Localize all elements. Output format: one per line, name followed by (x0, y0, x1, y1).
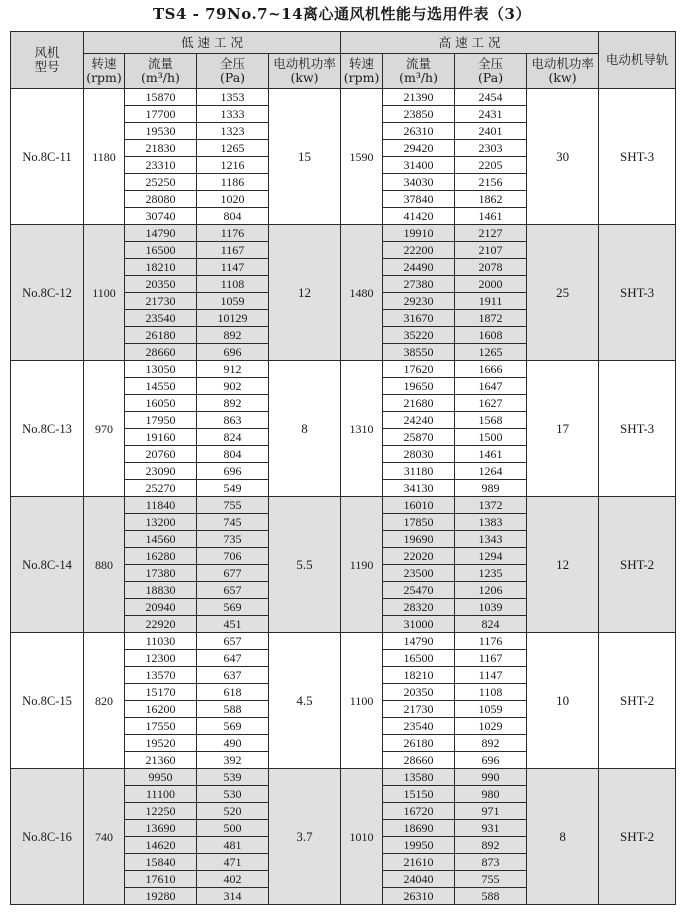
low-pressure-cell: 1167 (197, 242, 269, 259)
low-flow-cell: 18210 (125, 259, 197, 276)
motor-rail-cell: SHT-2 (599, 633, 676, 769)
fan-model-group (11, 769, 676, 905)
low-power-cell: 12 (269, 225, 341, 361)
high-flow-cell: 26310 (383, 888, 455, 905)
high-flow-cell: 17620 (383, 361, 455, 378)
low-pressure-cell: 618 (197, 684, 269, 701)
high-pressure-cell: 2454 (455, 89, 527, 106)
low-pressure-cell: 647 (197, 650, 269, 667)
low-pressure-cell: 314 (197, 888, 269, 905)
low-flow-cell: 22920 (125, 616, 197, 633)
low-flow-cell: 11100 (125, 786, 197, 803)
high-flow-cell: 22200 (383, 242, 455, 259)
motor-rail-cell: SHT-2 (599, 497, 676, 633)
high-flow-cell: 13580 (383, 769, 455, 786)
high-flow-cell: 28320 (383, 599, 455, 616)
high-flow-cell: 34030 (383, 174, 455, 191)
header-high-flow-unit: (m³/h) (399, 70, 438, 85)
low-pressure-cell: 804 (197, 446, 269, 463)
table-row (11, 769, 676, 786)
low-flow-cell: 21830 (125, 140, 197, 157)
header-high-speed-group: 高 速 工 况 (341, 32, 599, 54)
low-pressure-cell: 1020 (197, 191, 269, 208)
low-power-cell: 4.5 (269, 633, 341, 769)
header-low-speed-group: 低 速 工 况 (84, 32, 341, 54)
low-pressure-cell: 539 (197, 769, 269, 786)
low-flow-cell: 19280 (125, 888, 197, 905)
low-pressure-cell: 481 (197, 837, 269, 854)
high-flow-cell: 28030 (383, 446, 455, 463)
low-pressure-cell: 569 (197, 718, 269, 735)
high-pressure-cell: 1176 (455, 633, 527, 650)
high-pressure-cell: 1265 (455, 344, 527, 361)
high-pressure-cell: 1167 (455, 650, 527, 667)
fan-model-group (11, 225, 676, 361)
high-flow-cell: 15150 (383, 786, 455, 803)
low-pressure-cell: 530 (197, 786, 269, 803)
low-flow-cell: 17380 (125, 565, 197, 582)
high-pressure-cell: 1264 (455, 463, 527, 480)
motor-rail-cell: SHT-3 (599, 89, 676, 225)
fan-model-group (11, 497, 676, 633)
high-pressure-cell: 1206 (455, 582, 527, 599)
high-flow-cell: 19690 (383, 531, 455, 548)
low-flow-cell: 28080 (125, 191, 197, 208)
model-cell: No.8C-11 (11, 89, 84, 225)
low-flow-cell: 17550 (125, 718, 197, 735)
high-pressure-cell: 1039 (455, 599, 527, 616)
high-flow-cell: 31400 (383, 157, 455, 174)
low-flow-cell: 25270 (125, 480, 197, 497)
low-flow-cell: 16500 (125, 242, 197, 259)
low-flow-cell: 25250 (125, 174, 197, 191)
high-pressure-cell: 1608 (455, 327, 527, 344)
high-speed-cell: 1590 (341, 89, 383, 225)
motor-rail-cell: SHT-3 (599, 361, 676, 497)
low-pressure-cell: 804 (197, 208, 269, 225)
fan-model-group (11, 633, 676, 769)
high-pressure-cell: 755 (455, 871, 527, 888)
high-flow-cell: 37840 (383, 191, 455, 208)
header-low-power-unit: (kw) (290, 70, 319, 85)
high-pressure-cell: 2000 (455, 276, 527, 293)
header-high-power (527, 54, 599, 89)
model-cell: No.8C-16 (11, 769, 84, 905)
low-pressure-cell: 10129 (197, 310, 269, 327)
low-speed-cell: 740 (84, 769, 125, 905)
high-flow-cell: 16720 (383, 803, 455, 820)
low-pressure-cell: 471 (197, 854, 269, 871)
low-flow-cell: 18830 (125, 582, 197, 599)
high-power-cell: 25 (527, 225, 599, 361)
high-flow-cell: 24240 (383, 412, 455, 429)
low-pressure-cell: 677 (197, 565, 269, 582)
high-pressure-cell: 1147 (455, 667, 527, 684)
high-pressure-cell: 2156 (455, 174, 527, 191)
high-flow-cell: 18690 (383, 820, 455, 837)
high-speed-cell: 1010 (341, 769, 383, 905)
low-speed-cell: 970 (84, 361, 125, 497)
high-flow-cell: 26310 (383, 123, 455, 140)
high-pressure-cell: 1059 (455, 701, 527, 718)
low-flow-cell: 13570 (125, 667, 197, 684)
low-flow-cell: 23540 (125, 310, 197, 327)
low-flow-cell: 9950 (125, 769, 197, 786)
high-pressure-cell: 588 (455, 888, 527, 905)
header-low-power-label: 电动机功率 (273, 56, 336, 71)
low-flow-cell: 11840 (125, 497, 197, 514)
motor-rail-cell: SHT-2 (599, 769, 676, 905)
model-cell: No.8C-14 (11, 497, 84, 633)
high-pressure-cell: 2107 (455, 242, 527, 259)
low-flow-cell: 21360 (125, 752, 197, 769)
low-pressure-cell: 745 (197, 514, 269, 531)
low-pressure-cell: 1323 (197, 123, 269, 140)
low-flow-cell: 16280 (125, 548, 197, 565)
low-speed-cell: 1180 (84, 89, 125, 225)
low-pressure-cell: 892 (197, 395, 269, 412)
header-low-flow (125, 54, 197, 89)
high-pressure-cell: 2078 (455, 259, 527, 276)
low-speed-cell: 1100 (84, 225, 125, 361)
page-title: TS4 - 79No.7~14离心通风机性能与选用件表（3） (153, 5, 531, 23)
low-pressure-cell: 912 (197, 361, 269, 378)
high-pressure-cell: 824 (455, 616, 527, 633)
low-pressure-cell: 657 (197, 633, 269, 650)
high-pressure-cell: 2127 (455, 225, 527, 242)
low-flow-cell: 13050 (125, 361, 197, 378)
high-flow-cell: 23540 (383, 718, 455, 735)
low-flow-cell: 26180 (125, 327, 197, 344)
performance-table (10, 31, 676, 905)
high-pressure-cell: 1627 (455, 395, 527, 412)
low-pressure-cell: 1333 (197, 106, 269, 123)
high-pressure-cell: 2401 (455, 123, 527, 140)
high-flow-cell: 19910 (383, 225, 455, 242)
header-high-speed-unit: (rpm) (343, 70, 380, 85)
low-pressure-cell: 569 (197, 599, 269, 616)
high-flow-cell: 27380 (383, 276, 455, 293)
low-flow-cell: 14620 (125, 837, 197, 854)
low-pressure-cell: 1108 (197, 276, 269, 293)
high-flow-cell: 25870 (383, 429, 455, 446)
low-pressure-cell: 1265 (197, 140, 269, 157)
low-flow-cell: 14560 (125, 531, 197, 548)
low-flow-cell: 17950 (125, 412, 197, 429)
low-pressure-cell: 392 (197, 752, 269, 769)
high-flow-cell: 28660 (383, 752, 455, 769)
high-pressure-cell: 1383 (455, 514, 527, 531)
high-pressure-cell: 980 (455, 786, 527, 803)
table-row (11, 89, 676, 106)
low-flow-cell: 15840 (125, 854, 197, 871)
high-speed-cell: 1310 (341, 361, 383, 497)
high-speed-cell: 1480 (341, 225, 383, 361)
high-pressure-cell: 2205 (455, 157, 527, 174)
low-pressure-cell: 696 (197, 344, 269, 361)
low-pressure-cell: 706 (197, 548, 269, 565)
low-pressure-cell: 755 (197, 497, 269, 514)
low-flow-cell: 20760 (125, 446, 197, 463)
high-flow-cell: 41420 (383, 208, 455, 225)
low-flow-cell: 19160 (125, 429, 197, 446)
fan-model-group (11, 89, 676, 225)
header-high-pressure-label: 全压 (478, 56, 504, 71)
low-flow-cell: 19530 (125, 123, 197, 140)
high-pressure-cell: 1911 (455, 293, 527, 310)
low-pressure-cell: 500 (197, 820, 269, 837)
low-flow-cell: 15170 (125, 684, 197, 701)
low-flow-cell: 20940 (125, 599, 197, 616)
high-pressure-cell: 1862 (455, 191, 527, 208)
low-flow-cell: 13690 (125, 820, 197, 837)
low-pressure-cell: 892 (197, 327, 269, 344)
high-flow-cell: 16500 (383, 650, 455, 667)
header-model: 风机 型号 (11, 32, 84, 89)
high-power-cell: 12 (527, 497, 599, 633)
high-flow-cell: 35220 (383, 327, 455, 344)
high-flow-cell: 18210 (383, 667, 455, 684)
high-pressure-cell: 1872 (455, 310, 527, 327)
low-flow-cell: 17700 (125, 106, 197, 123)
header-low-speed (84, 54, 125, 89)
high-pressure-cell: 1372 (455, 497, 527, 514)
low-flow-cell: 19520 (125, 735, 197, 752)
low-speed-cell: 880 (84, 497, 125, 633)
high-power-cell: 30 (527, 89, 599, 225)
low-flow-cell: 12300 (125, 650, 197, 667)
high-pressure-cell: 1568 (455, 412, 527, 429)
high-flow-cell: 21610 (383, 854, 455, 871)
low-power-cell: 5.5 (269, 497, 341, 633)
high-pressure-cell: 1108 (455, 684, 527, 701)
high-pressure-cell: 1647 (455, 378, 527, 395)
low-flow-cell: 11030 (125, 633, 197, 650)
high-flow-cell: 21680 (383, 395, 455, 412)
header-high-pressure (455, 54, 527, 89)
high-pressure-cell: 1294 (455, 548, 527, 565)
high-flow-cell: 26180 (383, 735, 455, 752)
high-power-cell: 10 (527, 633, 599, 769)
high-pressure-cell: 696 (455, 752, 527, 769)
high-pressure-cell: 2303 (455, 140, 527, 157)
high-pressure-cell: 1343 (455, 531, 527, 548)
header-high-flow-label: 流量 (406, 56, 432, 71)
model-cell: No.8C-15 (11, 633, 84, 769)
low-pressure-cell: 588 (197, 701, 269, 718)
low-power-cell: 3.7 (269, 769, 341, 905)
high-flow-cell: 24490 (383, 259, 455, 276)
low-pressure-cell: 549 (197, 480, 269, 497)
high-flow-cell: 22020 (383, 548, 455, 565)
low-pressure-cell: 1059 (197, 293, 269, 310)
low-pressure-cell: 735 (197, 531, 269, 548)
header-high-power-label: 电动机功率 (531, 56, 594, 71)
low-flow-cell: 16200 (125, 701, 197, 718)
high-pressure-cell: 1029 (455, 718, 527, 735)
high-pressure-cell: 1500 (455, 429, 527, 446)
low-pressure-cell: 1216 (197, 157, 269, 174)
high-flow-cell: 23850 (383, 106, 455, 123)
low-pressure-cell: 520 (197, 803, 269, 820)
header-low-flow-label: 流量 (147, 56, 173, 71)
high-pressure-cell: 1461 (455, 446, 527, 463)
header-low-flow-unit: (m³/h) (141, 70, 180, 85)
low-pressure-cell: 657 (197, 582, 269, 599)
model-cell: No.8C-13 (11, 361, 84, 497)
high-power-cell: 8 (527, 769, 599, 905)
low-pressure-cell: 863 (197, 412, 269, 429)
header-high-pressure-unit: (Pa) (478, 70, 504, 85)
header-high-speed-label: 转速 (349, 56, 375, 71)
low-flow-cell: 14790 (125, 225, 197, 242)
low-pressure-cell: 1186 (197, 174, 269, 191)
low-pressure-cell: 637 (197, 667, 269, 684)
high-flow-cell: 14790 (383, 633, 455, 650)
low-flow-cell: 17610 (125, 871, 197, 888)
low-pressure-cell: 451 (197, 616, 269, 633)
high-pressure-cell: 2431 (455, 106, 527, 123)
header-low-power (269, 54, 341, 89)
high-pressure-cell: 892 (455, 837, 527, 854)
high-flow-cell: 16010 (383, 497, 455, 514)
high-speed-cell: 1190 (341, 497, 383, 633)
low-pressure-cell: 490 (197, 735, 269, 752)
high-flow-cell: 31670 (383, 310, 455, 327)
high-flow-cell: 23500 (383, 565, 455, 582)
header-low-pressure-label: 全压 (219, 56, 245, 71)
header-low-speed-label: 转速 (91, 56, 117, 71)
low-flow-cell: 30740 (125, 208, 197, 225)
high-speed-cell: 1100 (341, 633, 383, 769)
high-flow-cell: 29230 (383, 293, 455, 310)
low-pressure-cell: 902 (197, 378, 269, 395)
low-pressure-cell: 824 (197, 429, 269, 446)
low-pressure-cell: 402 (197, 871, 269, 888)
high-pressure-cell: 990 (455, 769, 527, 786)
high-pressure-cell: 1235 (455, 565, 527, 582)
header-high-speed (341, 54, 383, 89)
header-motor-rail: 电动机导轨 (599, 32, 676, 89)
high-flow-cell: 34130 (383, 480, 455, 497)
high-pressure-cell: 989 (455, 480, 527, 497)
high-flow-cell: 31000 (383, 616, 455, 633)
fan-model-group (11, 361, 676, 497)
header-low-pressure-unit: (Pa) (219, 70, 246, 85)
low-pressure-cell: 696 (197, 463, 269, 480)
high-flow-cell: 24040 (383, 871, 455, 888)
header-low-pressure (197, 54, 269, 89)
low-flow-cell: 20350 (125, 276, 197, 293)
high-flow-cell: 21730 (383, 701, 455, 718)
high-flow-cell: 29420 (383, 140, 455, 157)
low-flow-cell: 28660 (125, 344, 197, 361)
low-flow-cell: 13200 (125, 514, 197, 531)
table-row (11, 497, 676, 514)
low-power-cell: 15 (269, 89, 341, 225)
high-pressure-cell: 971 (455, 803, 527, 820)
low-flow-cell: 23310 (125, 157, 197, 174)
model-cell: No.8C-12 (11, 225, 84, 361)
high-flow-cell: 20350 (383, 684, 455, 701)
table-row (11, 361, 676, 378)
low-flow-cell: 14550 (125, 378, 197, 395)
low-flow-cell: 21730 (125, 293, 197, 310)
table-row (11, 633, 676, 650)
low-flow-cell: 15870 (125, 89, 197, 106)
high-flow-cell: 17850 (383, 514, 455, 531)
high-pressure-cell: 1666 (455, 361, 527, 378)
low-speed-cell: 820 (84, 633, 125, 769)
header-high-flow (383, 54, 455, 89)
table-row (11, 225, 676, 242)
low-flow-cell: 12250 (125, 803, 197, 820)
high-power-cell: 17 (527, 361, 599, 497)
high-flow-cell: 38550 (383, 344, 455, 361)
motor-rail-cell: SHT-3 (599, 225, 676, 361)
high-pressure-cell: 892 (455, 735, 527, 752)
low-power-cell: 8 (269, 361, 341, 497)
header-high-power-unit: (kw) (548, 70, 577, 85)
low-flow-cell: 23090 (125, 463, 197, 480)
high-flow-cell: 19950 (383, 837, 455, 854)
header-low-speed-unit: (rpm) (86, 70, 122, 85)
high-pressure-cell: 931 (455, 820, 527, 837)
high-flow-cell: 25470 (383, 582, 455, 599)
high-flow-cell: 19650 (383, 378, 455, 395)
low-flow-cell: 16050 (125, 395, 197, 412)
low-pressure-cell: 1147 (197, 259, 269, 276)
low-pressure-cell: 1353 (197, 89, 269, 106)
high-pressure-cell: 1461 (455, 208, 527, 225)
high-pressure-cell: 873 (455, 854, 527, 871)
low-pressure-cell: 1176 (197, 225, 269, 242)
high-flow-cell: 21390 (383, 89, 455, 106)
high-flow-cell: 31180 (383, 463, 455, 480)
